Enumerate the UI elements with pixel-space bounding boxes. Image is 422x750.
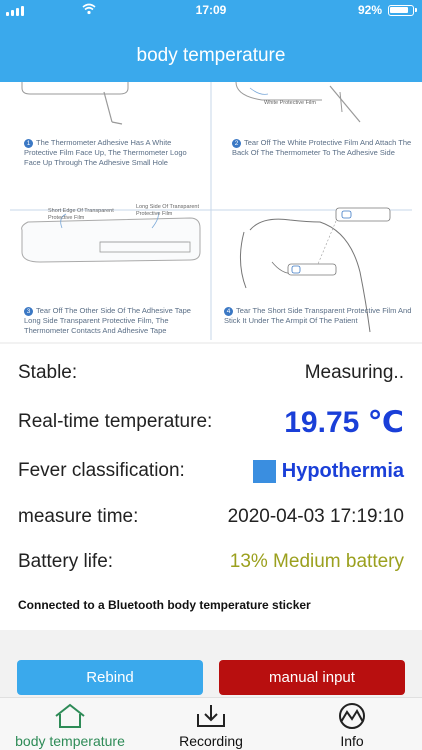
step-number-badge: 1 [24, 139, 33, 148]
tab-label: body temperature [15, 733, 125, 749]
tab-info[interactable] [282, 698, 422, 750]
instruction-step-2: 2 Tear Off The White Protective Film And Attach The Back Of The Thermometer To The Adhesive Side [232, 138, 412, 157]
battery-icon [388, 5, 414, 16]
page-title: body temperature [136, 45, 286, 66]
measure-time-value: 2020-04-03 17:19:10 [227, 506, 404, 527]
instructions-panel [0, 82, 422, 342]
battery-row [18, 547, 404, 577]
rebind-button[interactable]: Rebind [17, 660, 203, 695]
realtime-label: Real-time temperature: [18, 411, 213, 432]
fever-label: Fever classification: [18, 460, 185, 481]
measurement-info-panel [0, 344, 422, 630]
battery-label: Battery life: [18, 551, 114, 572]
instruction-step-4: 4 Tear The Short Side Transparent Protective Film And Stick It Under The Armpit Of The Patient [224, 306, 412, 325]
tab-label: Recording [179, 733, 243, 749]
stable-label: Stable: [18, 362, 78, 383]
stable-value: Measuring.. [304, 362, 404, 383]
tab-bar [0, 697, 422, 750]
label-white-film: White Protective Film [264, 100, 316, 106]
fever-color-swatch [253, 460, 276, 483]
fever-classification [253, 460, 404, 483]
tab-recording[interactable] [141, 698, 281, 750]
download-tray-icon [194, 702, 228, 730]
realtime-temperature-value: 19.75 ℃ [284, 405, 404, 439]
step-number-badge: 4 [224, 307, 233, 316]
fever-row [18, 456, 404, 486]
status-bar [0, 0, 422, 20]
tab-body-temperature[interactable] [0, 698, 140, 750]
status-time: 17:09 [195, 3, 227, 17]
step-number-badge: 2 [232, 139, 241, 148]
tab-label: Info [340, 733, 364, 749]
home-icon [53, 702, 87, 730]
label-short-edge: Short Edge Of Transparent Protective Film [48, 208, 114, 221]
instruction-step-3: 3 Tear Off The Other Side Of The Adhesive Tape Long Side Transparent Protective Film, The Thermometer Contacts And Adhesive Tape [24, 306, 191, 335]
mountain-icon [335, 702, 369, 730]
battery-percent: 92% [357, 3, 382, 17]
battery-value: 13% Medium battery [229, 551, 404, 572]
measure-time-row [18, 502, 404, 532]
measure-time-label: measure time: [18, 506, 139, 527]
stable-row [18, 358, 404, 388]
manual-input-button[interactable]: manual input [219, 660, 405, 695]
connection-status: Connected to a Bluetooth body temperature sticker [18, 598, 311, 612]
realtime-row [18, 402, 404, 442]
fever-value: Hypothermia [281, 459, 404, 482]
label-long-side: Long Side Of Transparent Protective Film [136, 204, 199, 217]
instruction-step-1: 1 The Thermometer Adhesive Has A White Protective Film Face Up, The Thermometer Logo Face Up Through The Adhesive Small Hole [24, 138, 187, 167]
step-number-badge: 3 [24, 307, 33, 316]
nav-bar [0, 20, 422, 82]
